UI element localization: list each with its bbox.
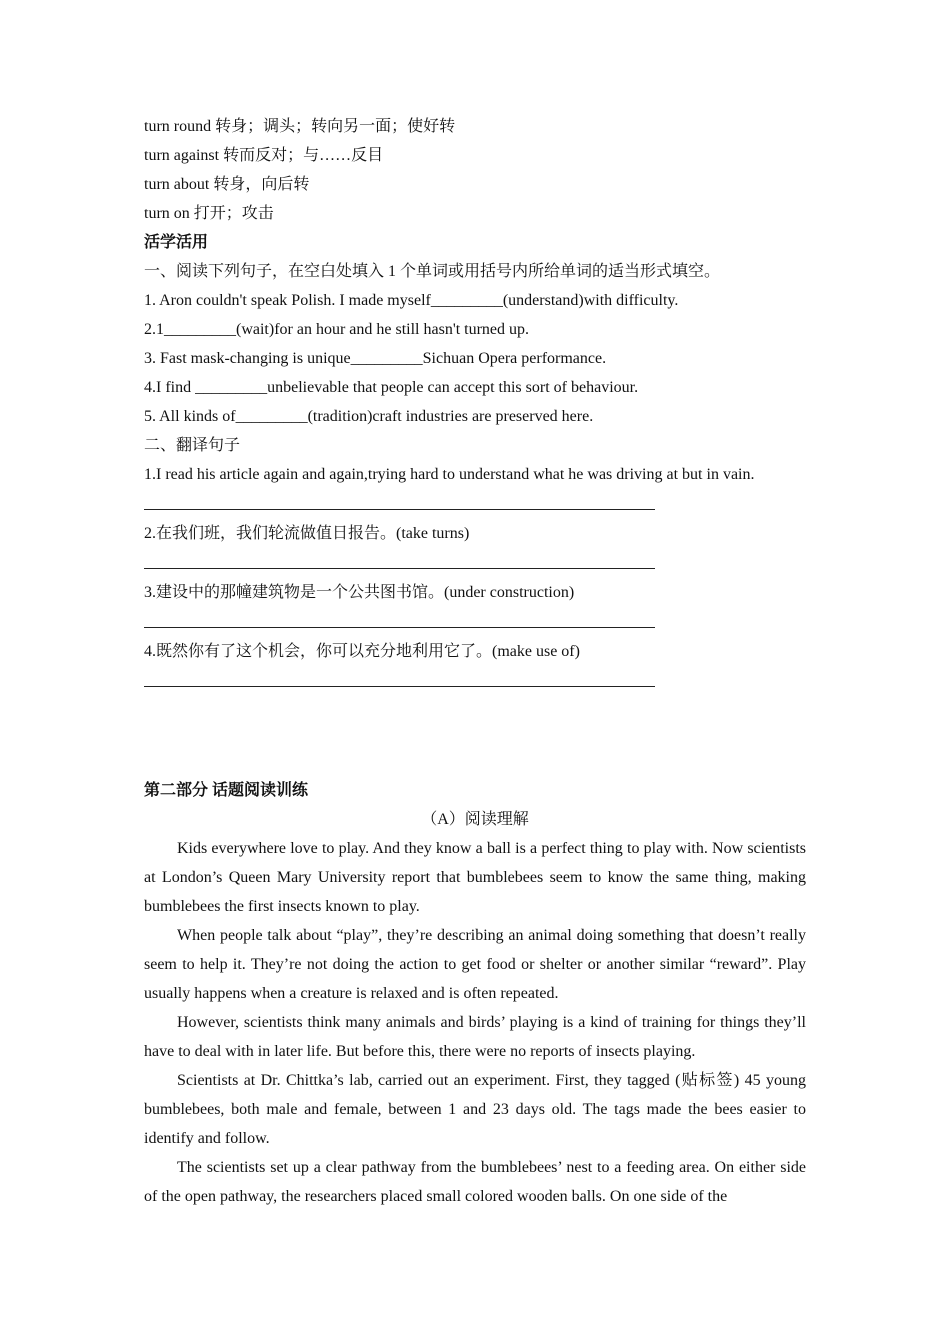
exercise-item: 2.1_________(wait)for an hour and he still hasn't turned up. <box>144 321 530 338</box>
phrase-line: turn on 打开；攻击 <box>144 205 274 222</box>
answer-line[interactable] <box>144 607 806 637</box>
reading-paragraph: The scientists set up a clear pathway from the bumblebees’ nest to a feeding area. On either side of the open pathway, the researchers placed small colored wooden balls. On one side of the <box>144 1159 806 1205</box>
exercise-item: 5. All kinds of_________(tradition)craft industries are preserved here. <box>144 408 594 425</box>
phrase-line: turn against 转而反对；与……反目 <box>144 147 384 164</box>
answer-line[interactable] <box>144 548 806 578</box>
translation-item: 2.在我们班，我们轮流做值日报告。(take turns) <box>144 525 470 542</box>
practice-heading: 活学活用 <box>144 234 209 251</box>
part2-subheading: （A）阅读理解 <box>421 811 529 828</box>
reading-paragraph: Scientists at Dr. Chittka’s lab, carried out an experiment. First, they tagged (贴标签) 45 young bumblebees, both male and female, between 1 and 23 days old. The tags made the bees easier to identify and follow. <box>144 1072 806 1147</box>
translation-item: 1.I read his article again and again,trying hard to understand what he was driving at but in vain. <box>144 466 755 483</box>
translation-item: 3.建设中的那幢建筑物是一个公共图书馆。(under construction) <box>144 584 575 601</box>
section1-title: 一、阅读下列句子，在空白处填入 1 个单词或用括号内所给单词的适当形式填空。 <box>144 263 721 280</box>
reading-paragraph: However, scientists think many animals and birds’ playing is a kind of training for things they’ll have to deal with in later life. But before this, there were no reports of insects playing. <box>144 1014 806 1060</box>
part2-heading: 第二部分 话题阅读训练 <box>144 782 309 799</box>
answer-line[interactable] <box>144 666 806 696</box>
reading-paragraph: When people talk about “play”, they’re describing an animal doing something that doesn’t really seem to help it. They’re not doing the action to get food or shelter or another similar “reward”. Play usually happens when a creature is relaxed and is often repeated. <box>144 927 806 1002</box>
exercise-item: 1. Aron couldn't speak Polish. I made myself_________(understand)with difficulty. <box>144 292 679 309</box>
exercise-item: 4.I find _________unbelievable that people can accept this sort of behaviour. <box>144 379 639 396</box>
document-page <box>144 112 806 1211</box>
reading-paragraph: Kids everywhere love to play. And they know a ball is a perfect thing to play with. Now scientists at London’s Queen Mary University report that bumblebees seem to know the same thing, making bumblebees the first insects known to play. <box>144 840 806 915</box>
answer-line[interactable] <box>144 489 806 519</box>
translation-item: 4.既然你有了这个机会，你可以充分地利用它了。(make use of) <box>144 643 580 660</box>
phrase-line: turn round 转身；调头；转向另一面；使好转 <box>144 118 456 135</box>
section2-title: 二、翻译句子 <box>144 437 241 454</box>
exercise-item: 3. Fast mask-changing is unique_________Sichuan Opera performance. <box>144 350 607 367</box>
phrase-line: turn about 转身，向后转 <box>144 176 310 193</box>
